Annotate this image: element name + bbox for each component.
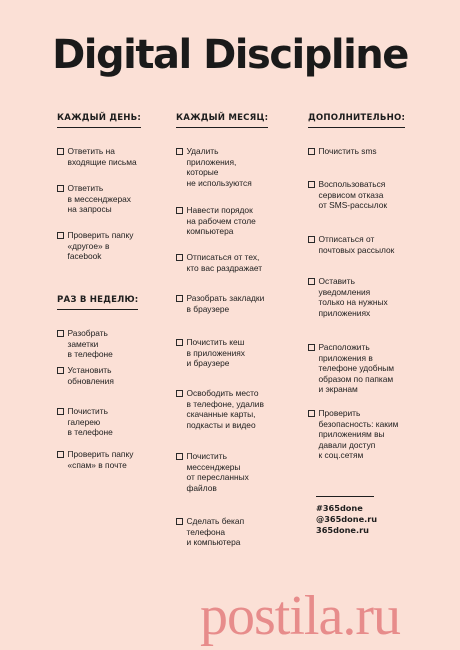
checklist-item[interactable] — [57, 328, 138, 360]
checkbox-icon[interactable] — [308, 344, 315, 351]
checklist-item[interactable] — [308, 408, 398, 461]
checkbox-icon[interactable] — [176, 390, 183, 397]
checkbox-icon[interactable] — [308, 148, 315, 155]
item-text: Отписаться от почтовых рассылок — [318, 234, 395, 255]
item-text: Отписаться от тех, кто вас раздражает — [186, 252, 263, 273]
checkbox-icon[interactable] — [308, 181, 315, 188]
checkbox-icon[interactable] — [57, 185, 64, 192]
checklist-item[interactable] — [176, 252, 262, 273]
checklist-item[interactable] — [308, 179, 387, 211]
instagram-handle: @365done.ru — [316, 514, 378, 524]
checklist-item[interactable] — [176, 516, 244, 548]
checkbox-icon[interactable] — [57, 367, 64, 374]
item-text: Почистить мессенджеры от пересланных файлов — [186, 451, 249, 493]
website-link[interactable]: 365done.ru — [316, 525, 369, 535]
item-text: Установить обновления — [67, 365, 114, 386]
checkbox-icon[interactable] — [176, 295, 183, 302]
checklist-item[interactable] — [57, 183, 131, 215]
item-text: Ответить на входящие письма — [67, 146, 137, 167]
checklist-item[interactable] — [176, 451, 249, 493]
item-text: Разобрать закладки в браузере — [186, 293, 265, 314]
checklist-item[interactable] — [57, 146, 137, 167]
checklist-item[interactable] — [176, 337, 245, 369]
checkbox-icon[interactable] — [176, 339, 183, 346]
checklist-item[interactable] — [176, 293, 264, 314]
checklist-item[interactable] — [308, 342, 394, 395]
checkbox-icon[interactable] — [57, 232, 64, 239]
item-text: Почистить кеш в приложениях и браузере — [186, 337, 245, 368]
social-tags — [316, 496, 378, 536]
checklist-item[interactable] — [308, 276, 388, 318]
page-title: Digital Discipline — [52, 32, 408, 78]
section-weekly — [57, 295, 139, 470]
checklist-item[interactable] — [176, 388, 264, 430]
checkbox-icon[interactable] — [176, 148, 183, 155]
item-text: Почистить галерею в телефоне — [67, 406, 113, 437]
checklist-item[interactable] — [176, 146, 252, 188]
section-heading-daily: КАЖДЫЙ ДЕНЬ: — [57, 113, 141, 128]
checkbox-icon[interactable] — [176, 518, 183, 525]
item-text: Проверить безопасность: каким приложениям вы давали доступ к соц.сетям — [318, 408, 399, 460]
checkbox-icon[interactable] — [308, 410, 315, 417]
section-monthly — [176, 113, 269, 547]
checklist-item[interactable] — [308, 146, 377, 157]
item-text: Проверить папку «спам» в почте — [67, 449, 134, 470]
item-text: Удалить приложения, которые не используются — [186, 146, 252, 188]
item-text: Расположить приложения в телефоне удобным образом по папкам и экранам — [318, 342, 394, 394]
checkbox-icon[interactable] — [57, 148, 64, 155]
checkbox-icon[interactable] — [57, 330, 64, 337]
section-daily — [57, 113, 142, 261]
hashtag: #365done — [316, 503, 363, 513]
checkbox-icon[interactable] — [176, 254, 183, 261]
section-heading-weekly: РАЗ В НЕДЕЛЮ: — [57, 295, 138, 310]
item-text: Навести порядок на рабочем столе компьютера — [186, 205, 256, 236]
checklist-item[interactable] — [308, 234, 394, 255]
section-extra — [308, 113, 406, 460]
item-text: Сделать бекап телефона и компьютера — [186, 516, 245, 547]
section-heading-monthly: КАЖДЫЙ МЕСЯЦ: — [176, 113, 268, 128]
item-text: Оставить уведомления только на нужных приложениях — [318, 276, 388, 318]
item-text: Воспользоваться сервисом отказа от SMS-рассылок — [318, 179, 388, 210]
checklist-item[interactable] — [57, 406, 138, 438]
checklist-item[interactable] — [57, 365, 114, 386]
item-text: Почистить sms — [318, 146, 377, 156]
checklist-item[interactable] — [57, 449, 133, 470]
checkbox-icon[interactable] — [176, 453, 183, 460]
checkbox-icon[interactable] — [308, 236, 315, 243]
checkbox-icon[interactable] — [57, 451, 64, 458]
watermark: postila.ru — [200, 585, 400, 647]
checklist-item[interactable] — [57, 230, 141, 262]
checklist-item[interactable] — [176, 205, 256, 237]
item-text: Ответить в мессенджерах на запросы — [67, 183, 131, 214]
checkbox-icon[interactable] — [176, 207, 183, 214]
item-text: Проверить папку «другое» в facebook — [67, 230, 134, 261]
section-heading-extra: ДОПОЛНИТЕЛЬНО: — [308, 113, 405, 128]
item-text: Разобрать заметки в телефоне — [67, 328, 113, 359]
item-text: Освободить место в телефоне, удалив скачанные карты, подкасты и видео — [186, 388, 264, 430]
checkbox-icon[interactable] — [57, 408, 64, 415]
checkbox-icon[interactable] — [308, 278, 315, 285]
